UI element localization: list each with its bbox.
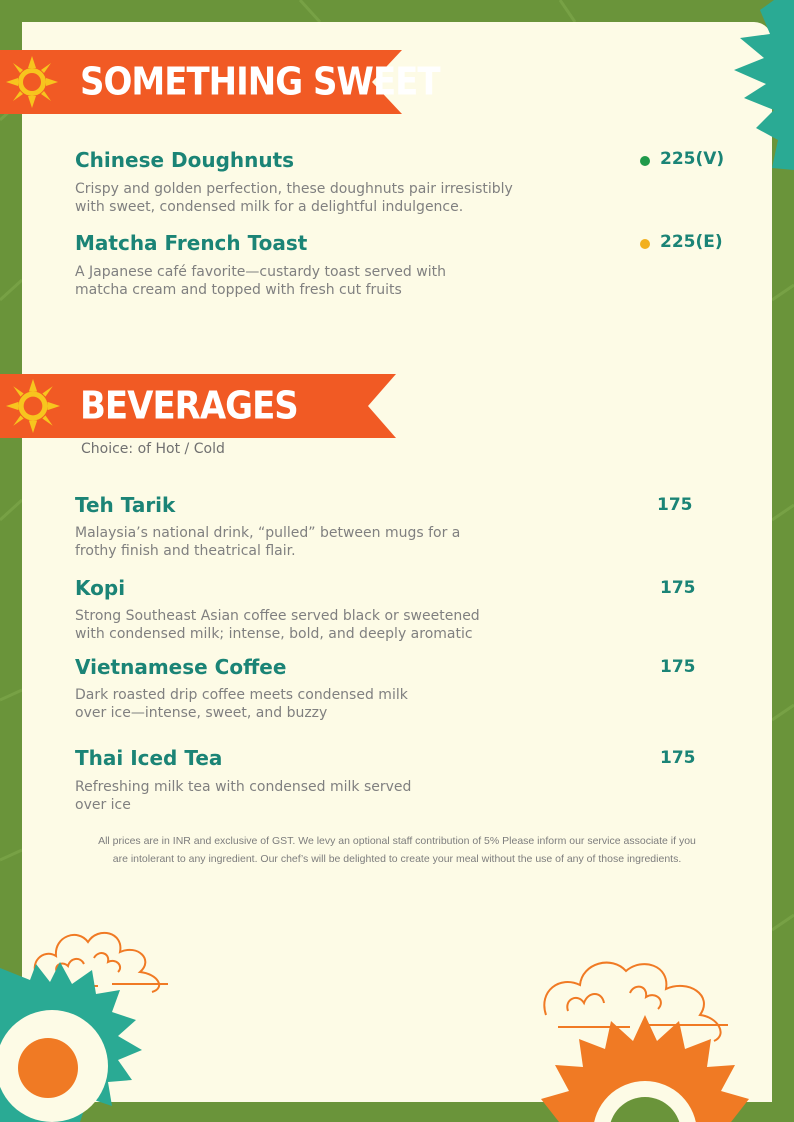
sun-icon — [6, 378, 60, 434]
item-price: 175 — [660, 657, 696, 677]
item-description: Strong Southeast Asian coffee served black or sweetened — [75, 608, 480, 624]
item-name: Matcha French Toast — [75, 231, 308, 255]
section-banner-sweet — [0, 50, 440, 114]
item-description: over ice — [75, 797, 131, 813]
item-name: Thai Iced Tea — [75, 746, 223, 770]
item-price: 225(V) — [660, 149, 725, 169]
item-description: matcha cream and topped with fresh cut fruits — [75, 282, 402, 298]
item-name: Chinese Doughnuts — [75, 148, 295, 172]
gear-sun-icon — [535, 1015, 755, 1122]
item-description: frothy finish and theatrical flair. — [75, 543, 296, 559]
footer-note-line: All prices are in INR and exclusive of GST. We levy an optional staff contribution of 5% Please inform our service associate if you — [98, 835, 696, 847]
veg-indicator-dot — [640, 156, 650, 166]
item-description: over ice—intense, sweet, and buzzy — [75, 705, 328, 721]
item-description: with sweet, condensed milk for a delightful indulgence. — [75, 199, 464, 215]
footer-note-line: are intolerant to any ingredient. Our chef’s will be delighted to create your meal without the use of any of those ingredients. — [112, 853, 682, 865]
section-title: SOMETHING SWEET — [80, 59, 440, 105]
beverage-choice-note: Choice: of Hot / Cold — [81, 441, 225, 457]
sun-icon — [6, 56, 58, 108]
item-description: Malaysia’s national drink, “pulled” between mugs for a — [75, 525, 461, 541]
item-description: Crispy and golden perfection, these doughnuts pair irresistibly — [75, 181, 513, 197]
section-title: BEVERAGES — [80, 383, 298, 429]
item-description: A Japanese café favorite—custardy toast served with — [75, 264, 446, 280]
item-name: Vietnamese Coffee — [75, 655, 287, 679]
item-price: 175 — [657, 495, 693, 515]
gear-corner-icon — [734, 0, 794, 170]
gear-sun-icon — [0, 962, 155, 1122]
item-price: 175 — [660, 748, 696, 768]
egg-indicator-dot — [640, 239, 650, 249]
item-name: Teh Tarik — [75, 493, 176, 517]
item-description: with condensed milk; intense, bold, and deeply aromatic — [75, 626, 473, 642]
item-description: Refreshing milk tea with condensed milk served — [75, 779, 412, 795]
footer-note — [40, 832, 754, 868]
item-name: Kopi — [75, 576, 126, 600]
item-description: Dark roasted drip coffee meets condensed milk — [75, 687, 408, 703]
section-banner-beverages — [0, 374, 396, 438]
item-price: 175 — [660, 578, 696, 598]
item-price: 225(E) — [660, 232, 723, 252]
